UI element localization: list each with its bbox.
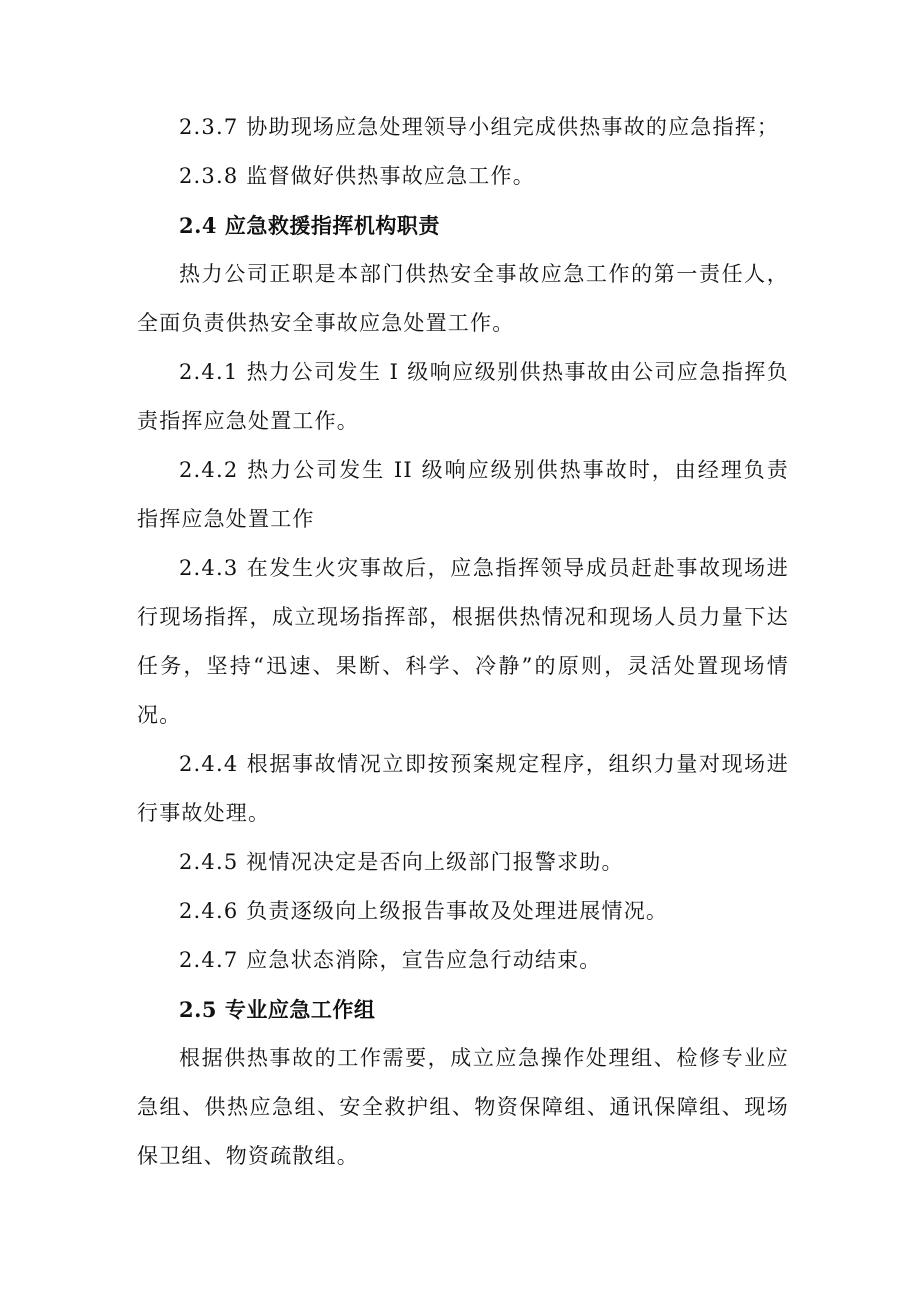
paragraph-2-4-3: 2.4.3 在发生火灾事故后，应急指挥领导成员赶赴事故现场进行现场指挥，成立现场指挥部，根据供热情况和现场人员力量下达任务，坚持“迅速、果断、科学、冷静”的原则，灵活处置现场情况。	[137, 556, 789, 727]
document-body	[137, 103, 789, 1181]
paragraph-2-4-7: 2.4.7 应急状态消除，宣告应急行动结束。	[179, 948, 602, 972]
paragraph-2-4-5: 2.4.5 视情况决定是否向上级部门报警求助。	[179, 850, 624, 874]
paragraph-2-4-1: 2.4.1 热力公司发生 I 级响应级别供热事故由公司应急指挥负责指挥应急处置工作。	[137, 360, 789, 433]
section-heading-2-4: 2.4 应急救援指挥机构职责	[179, 213, 440, 238]
paragraph-2-5-intro: 根据供热事故的工作需要，成立应急操作处理组、检修专业应急组、供热应急组、安全救护组、物资保障组、通讯保障组、现场保卫组、物资疏散组。	[137, 1046, 789, 1168]
section-heading-2-5: 2.5 专业应急工作组	[179, 997, 376, 1022]
paragraph-2-4-intro: 热力公司正职是本部门供热安全事故应急工作的第一责任人，全面负责供热安全事故应急处置工作。	[137, 262, 789, 335]
paragraph-2-4-6: 2.4.6 负责逐级向上级报告事故及处理进展情况。	[179, 899, 669, 923]
paragraph-2-3-8: 2.3.8 监督做好供热事故应急工作。	[179, 164, 535, 188]
paragraph-2-4-2: 2.4.2 热力公司发生 II 级响应级别供热事故时，由经理负责指挥应急处置工作	[137, 458, 789, 531]
paragraph-2-3-7: 2.3.7 协助现场应急处理领导小组完成供热事故的应急指挥；	[179, 115, 780, 139]
paragraph-2-4-4: 2.4.4 根据事故情况立即按预案规定程序，组织力量对现场进行事故处理。	[137, 752, 789, 825]
